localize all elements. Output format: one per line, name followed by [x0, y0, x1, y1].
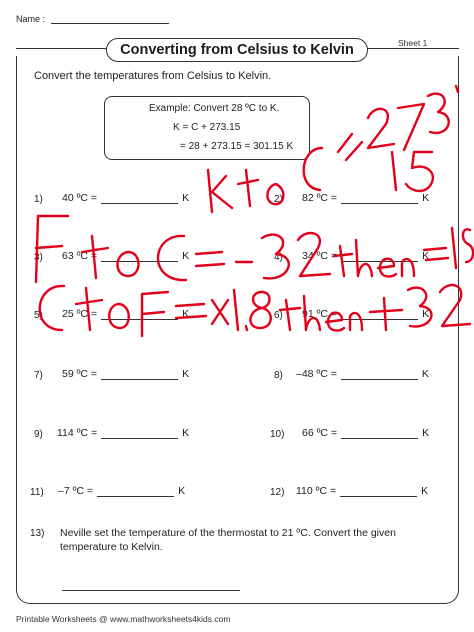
answer-blank[interactable] — [341, 251, 418, 262]
answer-blank[interactable] — [341, 193, 418, 204]
unit-label: K — [422, 250, 430, 262]
unit-label: K — [182, 192, 190, 204]
problem-number: 8) — [274, 370, 283, 381]
celsius-value: –7 ºC = — [58, 485, 94, 497]
sheet-label: Sheet 1 — [398, 38, 428, 48]
problem-number: 7) — [34, 370, 43, 381]
celsius-value: 110 ºC = — [296, 485, 337, 497]
answer-blank[interactable] — [97, 486, 174, 497]
footer-label: Printable Worksheets @ — [16, 614, 110, 624]
footer-url[interactable]: www.mathworksheets4kids.com — [109, 614, 231, 624]
answer-blank[interactable] — [341, 369, 418, 380]
celsius-value: –48 ºC = — [296, 368, 337, 380]
problem-body — [58, 485, 185, 497]
word-problem-text: Neville set the temperature of the thermostat to 21 ºC. Convert the given temperature to Kelvin. — [60, 527, 396, 553]
problem-body — [302, 250, 429, 262]
problem-body — [62, 192, 189, 204]
instructions: Convert the temperatures from Celsius to Kelvin. — [34, 70, 272, 82]
unit-label: K — [182, 427, 190, 439]
unit-label: K — [421, 368, 429, 380]
answer-blank[interactable] — [101, 369, 178, 380]
problem-number: 4) — [274, 252, 283, 263]
problem-body — [296, 368, 429, 380]
problem-body — [302, 192, 429, 204]
unit-label: K — [421, 485, 429, 497]
word-problem-number: 13) — [30, 528, 45, 539]
problem-number: 5) — [34, 310, 43, 321]
name-field[interactable] — [51, 14, 169, 24]
problem-number: 12) — [270, 487, 285, 498]
example-box — [104, 96, 310, 160]
answer-blank[interactable] — [341, 428, 418, 439]
unit-label: K — [178, 485, 186, 497]
unit-label: K — [182, 250, 190, 262]
problem-body — [302, 427, 429, 439]
problem-number: 3) — [34, 252, 43, 263]
example-line-1: Example: Convert 28 ºC to K. — [149, 103, 280, 114]
unit-label: K — [182, 308, 190, 320]
problem-body — [57, 427, 189, 439]
unit-label: K — [422, 192, 430, 204]
problem-number: 1) — [34, 194, 43, 205]
name-label: Name : — [16, 14, 46, 24]
celsius-value: 59 ºC = — [62, 368, 98, 380]
celsius-value: 34 ºC = — [302, 250, 338, 262]
problem-body — [296, 485, 428, 497]
celsius-value: 63 ºC = — [62, 250, 98, 262]
word-problem-answer-blank[interactable] — [62, 590, 240, 591]
page-title: Converting from Celsius to Kelvin — [106, 38, 368, 62]
answer-blank[interactable] — [101, 251, 178, 262]
unit-label: K — [422, 427, 430, 439]
problem-number: 6) — [274, 310, 283, 321]
problem-body — [302, 308, 429, 320]
answer-blank[interactable] — [101, 309, 178, 320]
problem-number: 2) — [274, 194, 283, 205]
unit-label: K — [422, 308, 430, 320]
example-line-2: K = C + 273.15 — [173, 122, 241, 133]
title-rule-left — [16, 48, 108, 49]
problem-number: 11) — [30, 487, 44, 498]
title-rule-right — [366, 48, 459, 49]
celsius-value: 66 ºC = — [302, 427, 338, 439]
celsius-value: 91 ºC = — [302, 308, 338, 320]
problem-number: 9) — [34, 429, 43, 440]
problem-body — [62, 368, 189, 380]
unit-label: K — [182, 368, 190, 380]
problem-body — [62, 250, 189, 262]
ink-stroke — [463, 229, 473, 262]
answer-blank[interactable] — [341, 309, 418, 320]
celsius-value: 40 ºC = — [62, 192, 98, 204]
answer-blank[interactable] — [340, 486, 417, 497]
name-row — [16, 14, 169, 24]
footer — [16, 614, 230, 624]
problem-number: 10) — [270, 429, 285, 440]
problem-body — [62, 308, 189, 320]
answer-blank[interactable] — [101, 428, 178, 439]
example-line-3: = 28 + 273.15 = 301.15 K — [180, 141, 294, 152]
answer-blank[interactable] — [101, 193, 178, 204]
celsius-value: 114 ºC = — [57, 427, 98, 439]
celsius-value: 25 ºC = — [62, 308, 98, 320]
title-wrap — [106, 38, 368, 62]
celsius-value: 82 ºC = — [302, 192, 338, 204]
